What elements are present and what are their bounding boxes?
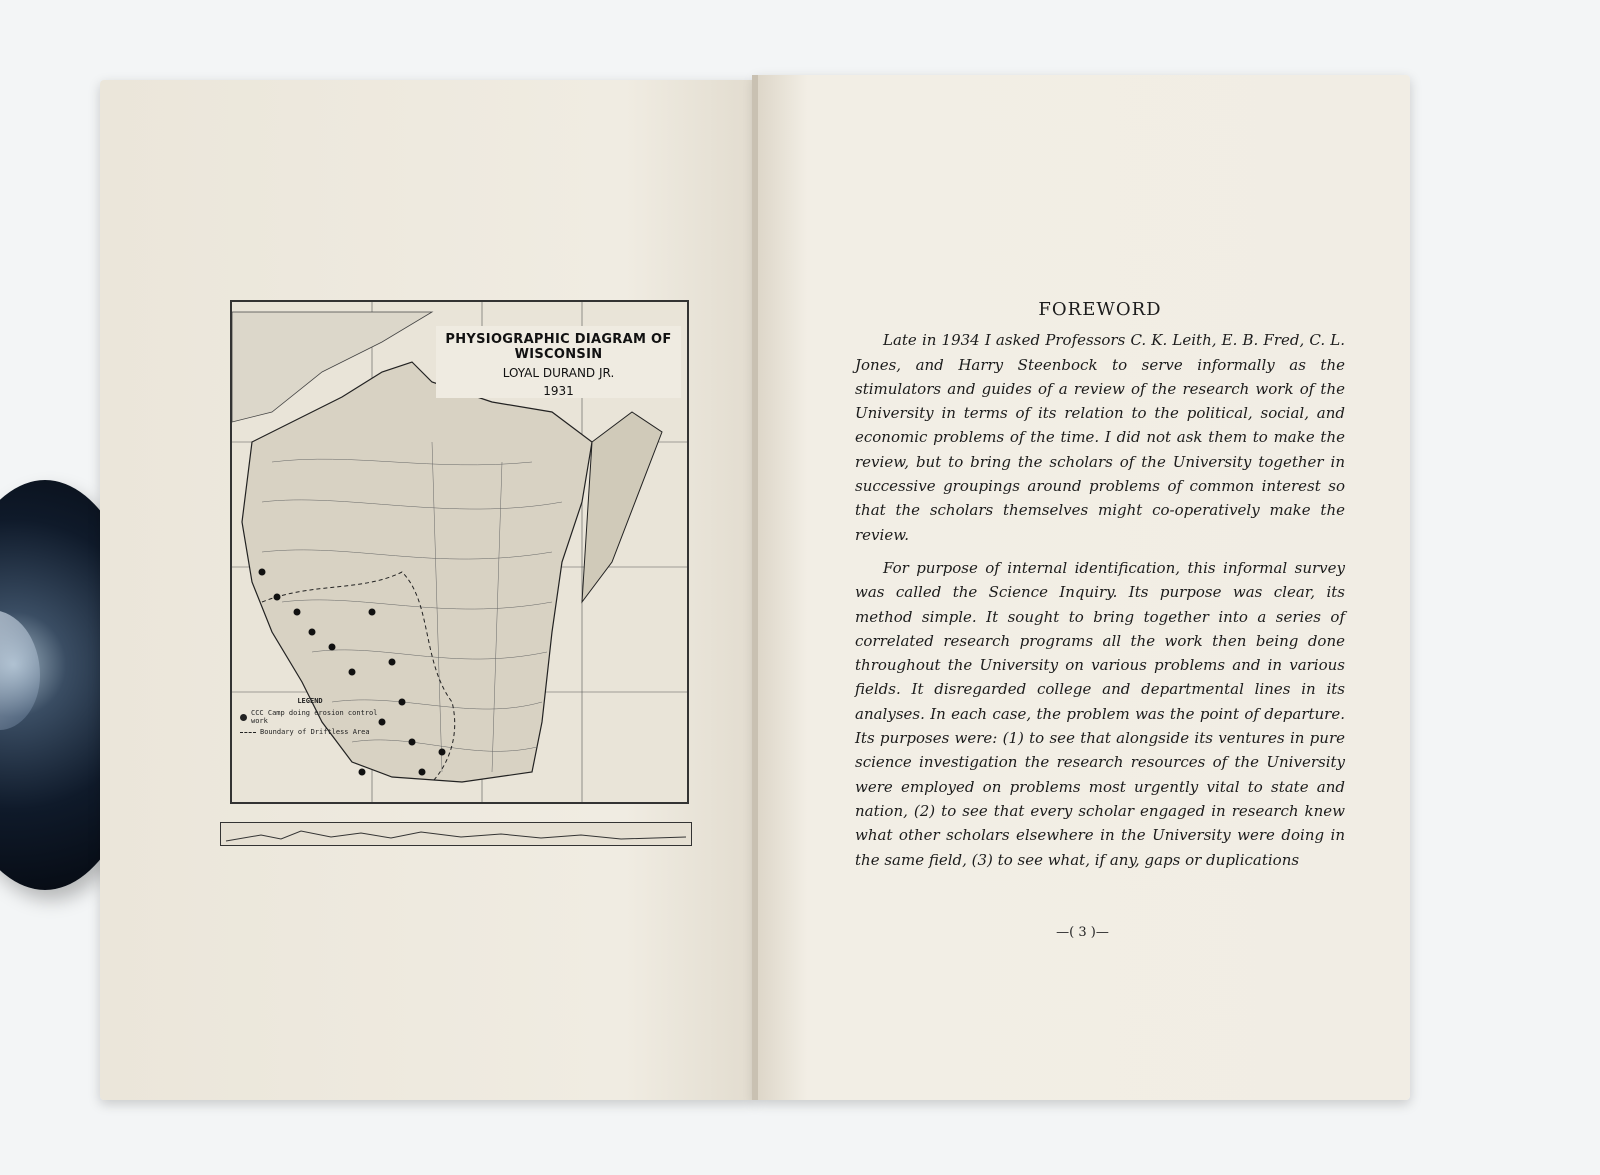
- right-page: [755, 75, 1410, 1100]
- wisconsin-map: [230, 300, 689, 804]
- dashed-line-icon: [240, 732, 256, 733]
- legend-label: CCC Camp doing erosion control work: [251, 709, 378, 725]
- book-spine: [752, 75, 758, 1100]
- map-year: 1931: [543, 384, 574, 398]
- legend-item: [240, 728, 380, 736]
- legend-heading: LEGEND: [297, 697, 323, 705]
- foreword-text-block: [855, 298, 1345, 881]
- open-booklet: [100, 70, 1430, 1105]
- map-author: LOYAL DURAND JR.: [502, 366, 615, 380]
- foreword-paragraph: For purpose of internal identification, this informal survey was called the Science Inquiry. Its purpose was clear, its method simple. It sought to bring together into a series of correlated research programs all the work then being done throughout the University on various problems and in various fields. It disregarded college and departmental lines in its analyses. In each case, the problem was the point of departure. Its purposes were: (1) to see that alongside its ventures in pure science investigation the research resources of the University were employed on problems most urgently vital to state and nation, (2) to see that every scholar engaged in research knew what other scholars elsewhere in the University were doing in the same field, (3) to see what, if any, gaps or duplications: [855, 558, 1345, 869]
- left-page: [100, 80, 755, 1100]
- map-cross-section-profile: [220, 822, 692, 846]
- foreword-paragraph: Late in 1934 I asked Professors C. K. Leith, E. B. Fred, C. L. Jones, and Harry Steenbock to serve informally as the stimulators and guides of a review of the research work of the University in terms of its relation to the political, social, and economic problems of the time. I did not ask them to make the review, but to bring the scholars of the University together in successive groupings around problems of common interest so that the scholars themselves might co-operatively make the review.: [855, 331, 1345, 544]
- map-title: PHYSIOGRAPHIC DIAGRAM OF WISCONSIN: [445, 332, 672, 362]
- map-legend: [240, 697, 380, 739]
- legend-item: [240, 709, 380, 725]
- paperweight-swirl: [0, 610, 40, 730]
- camp-dot-icon: [240, 714, 247, 721]
- legend-label: Boundary of Driftless Area: [260, 728, 370, 736]
- page-number: —( 3 )—: [1056, 925, 1109, 940]
- map-title-box: [436, 326, 681, 398]
- foreword-heading: FOREWORD: [1038, 299, 1162, 320]
